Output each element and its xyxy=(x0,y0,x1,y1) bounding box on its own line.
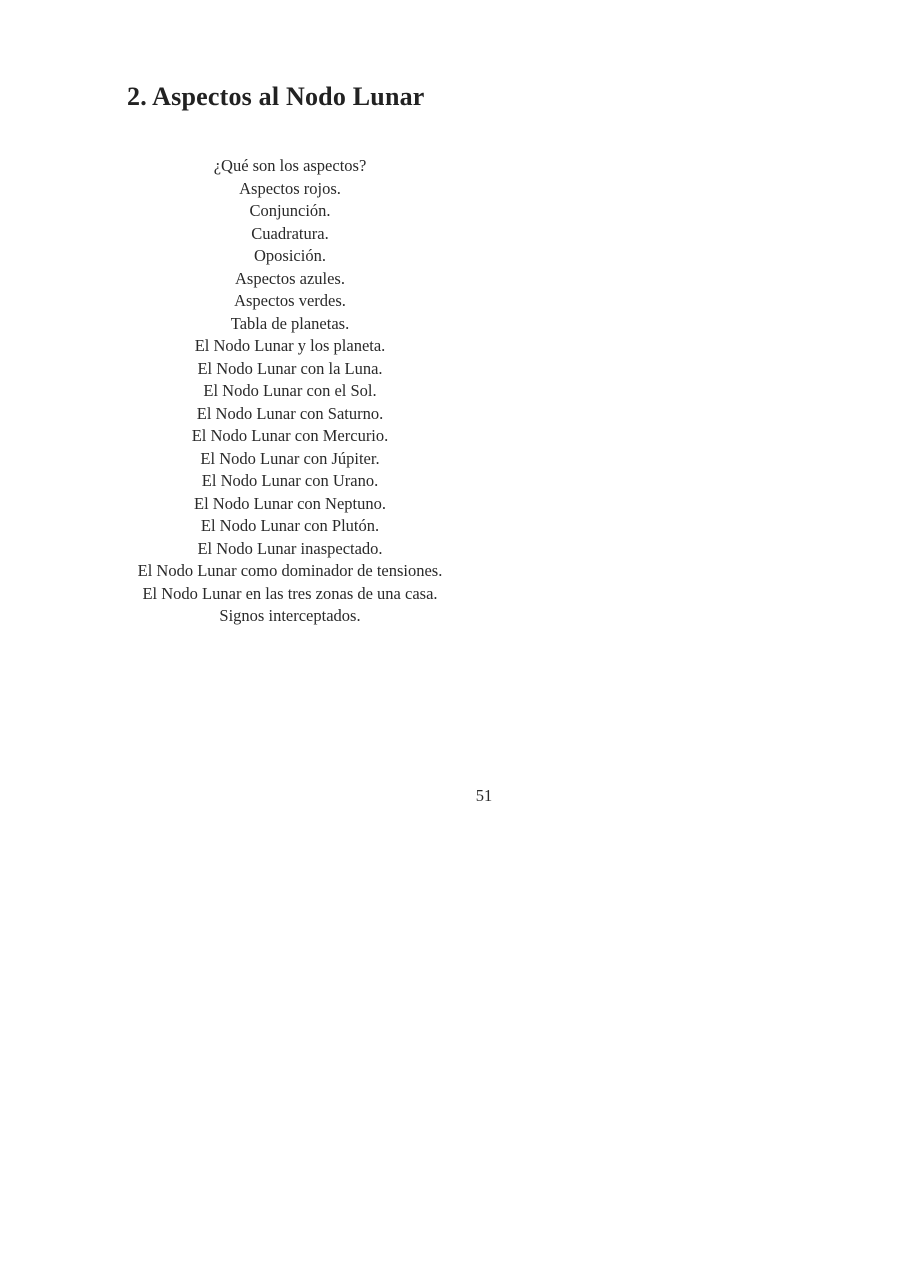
chapter-contents-list xyxy=(100,155,480,628)
contents-item: El Nodo Lunar como dominador de tensiones. xyxy=(137,561,443,580)
contents-item: Aspectos verdes. xyxy=(234,291,346,310)
contents-item: Conjunción. xyxy=(249,201,331,220)
contents-item: El Nodo Lunar con la Luna. xyxy=(197,358,383,378)
contents-item: Oposición. xyxy=(254,246,326,265)
contents-item: Signos interceptados. xyxy=(219,606,361,625)
contents-item: El Nodo Lunar y los planeta. xyxy=(194,336,386,355)
contents-item: ¿Qué son los aspectos? xyxy=(213,156,367,175)
contents-item: El Nodo Lunar inaspectado. xyxy=(197,538,383,558)
contents-item: Cuadratura. xyxy=(251,223,329,243)
page-number: 51 xyxy=(475,786,493,805)
contents-item: El Nodo Lunar con el Sol. xyxy=(203,381,377,400)
contents-item: El Nodo Lunar en las tres zonas de una casa. xyxy=(142,583,438,603)
contents-item: El Nodo Lunar con Plutón. xyxy=(200,516,380,535)
contents-item: Aspectos azules. xyxy=(235,268,345,288)
chapter-title: 2. Aspectos al Nodo Lunar xyxy=(127,82,425,111)
contents-item: Tabla de planetas. xyxy=(230,313,350,333)
contents-item: El Nodo Lunar con Júpiter. xyxy=(200,448,380,468)
contents-item: Aspectos rojos. xyxy=(239,178,341,198)
contents-item: El Nodo Lunar con Neptuno. xyxy=(194,493,386,513)
contents-item: El Nodo Lunar con Urano. xyxy=(201,471,379,490)
contents-item: El Nodo Lunar con Mercurio. xyxy=(191,426,389,445)
contents-item: El Nodo Lunar con Saturno. xyxy=(196,403,384,423)
